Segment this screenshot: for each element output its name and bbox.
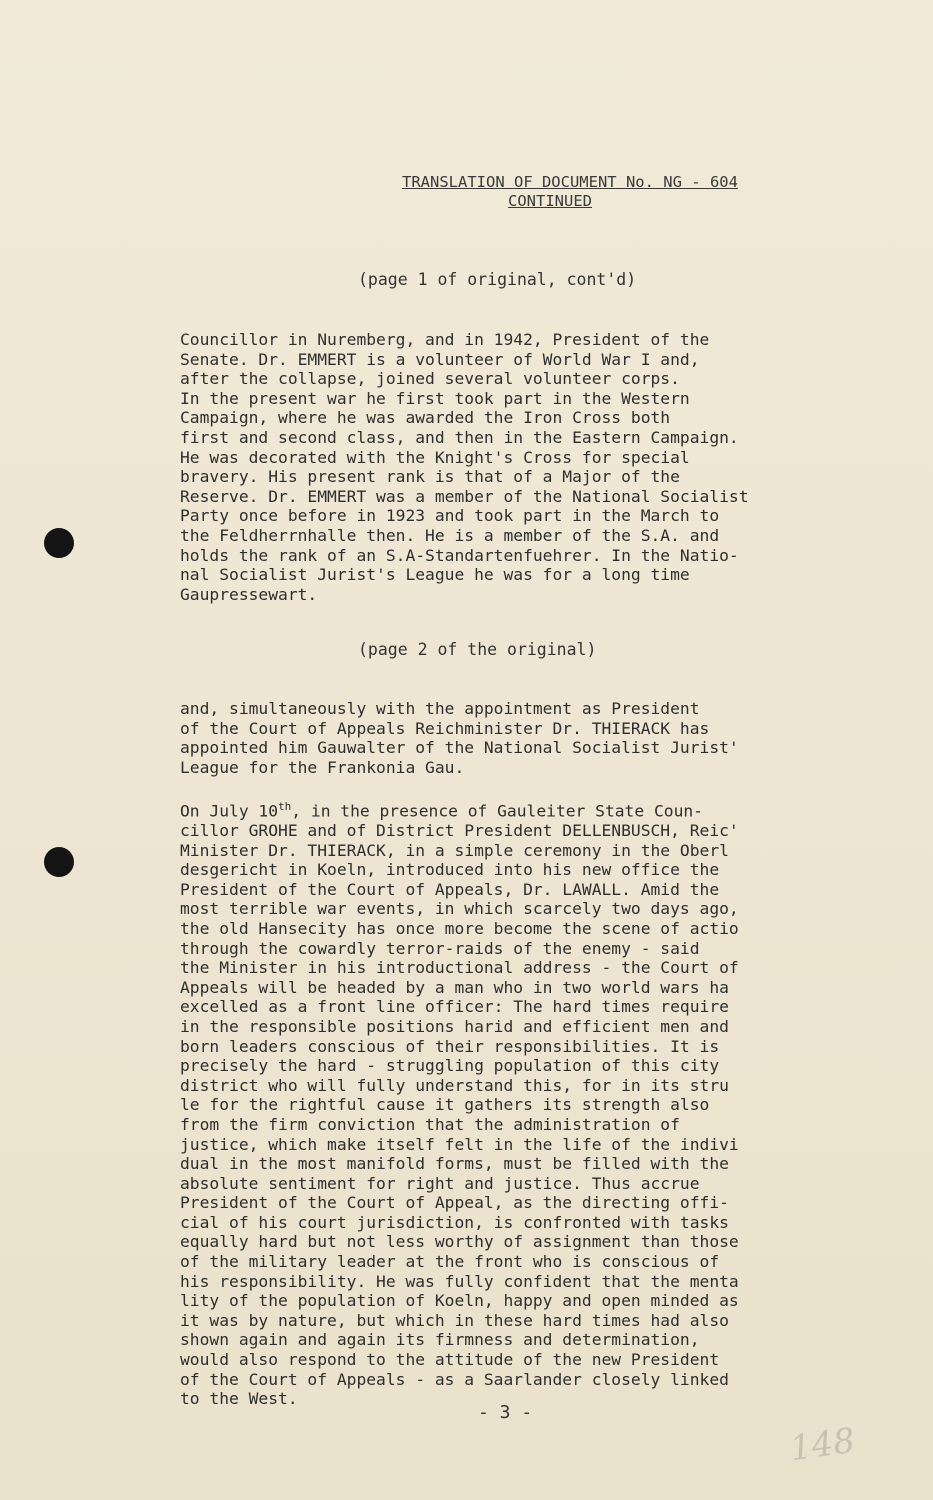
punch-hole	[44, 847, 74, 877]
header-continued: CONTINUED	[508, 192, 592, 210]
text-line: Appeals will be headed by a man who in two world wars ha	[180, 977, 729, 997]
text-line: of the military leader at the front who is conscious of	[180, 1252, 720, 1272]
text-line: dual in the most manifold forms, must be filled with the	[180, 1154, 729, 1174]
text-line: born leaders conscious of their responsibilities. It is	[180, 1036, 720, 1056]
text-line: Party once before in 1923 and took part in the March to	[180, 506, 720, 526]
text-line: justice, which make itself felt in the life of the indivi	[180, 1134, 739, 1154]
paragraph-3	[180, 797, 850, 1409]
text-line: and, simultaneously with the appointment as President	[180, 699, 700, 718]
text-line: President of the Court of Appeals, Dr. LAWALL. Amid the	[180, 879, 720, 899]
text-line: cial of his court jurisdiction, is confronted with tasks	[180, 1212, 729, 1232]
handwritten-page-mark: 148	[787, 1420, 858, 1470]
text-line: Minister Dr. THIERACK, in a simple ceremony in the Oberl	[180, 840, 729, 860]
text-line: the old Hansecity has once more become the scene of actio	[180, 918, 739, 938]
text-line: after the collapse, joined several volunteer corps.	[180, 369, 680, 389]
text-line: shown again and again its firmness and determination,	[180, 1330, 700, 1350]
text-line: Campaign, where he was awarded the Iron Cross both	[180, 408, 671, 428]
text-line: of the Court of Appeals - as a Saarlander closely linked	[180, 1369, 729, 1389]
text-line: most terrible war events, in which scarcely two days ago,	[180, 899, 739, 919]
text-line: it was by nature, but which in these hard times had also	[180, 1310, 729, 1330]
document-header	[402, 173, 832, 211]
text-line: bravery. His present rank is that of a Major of the	[180, 467, 680, 487]
text-line: to the West.	[180, 1389, 298, 1409]
text-line: cillor GROHE and of District President DELLENBUSCH, Reic'	[180, 821, 739, 841]
text-line: first and second class, and then in the Eastern Campaign.	[180, 427, 739, 447]
text-line: precisely the hard - struggling population of this city	[180, 1056, 720, 1076]
header-title: TRANSLATION OF DOCUMENT No. NG - 604	[402, 173, 738, 191]
text-line: Reserve. Dr. EMMERT was a member of the National Socialist	[180, 486, 749, 506]
text-line: his responsibility. He was fully confident that the menta	[180, 1271, 739, 1291]
text-line: of the Court of Appeals Reichminister Dr. THIERACK has	[180, 718, 710, 738]
text-line: le for the rightful cause it gathers its strength also	[180, 1095, 710, 1115]
page-caption: (page 2 of the original)	[358, 640, 597, 659]
text-line: the Minister in his introductional address - the Court of	[180, 958, 739, 978]
text-line: President of the Court of Appeal, as the directing offi-	[180, 1193, 729, 1213]
text-line: In the present war he first took part in the Western	[180, 388, 690, 408]
text-line: through the cowardly terror-raids of the enemy - said	[180, 938, 700, 958]
text-line: excelled as a front line officer: The hard times require	[180, 997, 729, 1017]
paragraph-2	[180, 699, 850, 777]
text-line: district who will fully understand this, for in its stru	[180, 1075, 729, 1095]
text-line: Gaupressewart.	[180, 584, 318, 604]
text-line: Councillor in Nuremberg, and in 1942, President of the	[180, 330, 710, 349]
text-line: from the firm conviction that the administration of	[180, 1114, 680, 1134]
text-line	[180, 797, 850, 821]
date-text: On July 10	[180, 801, 279, 821]
text-line: equally hard but not less worthy of assignment than those	[180, 1232, 739, 1252]
text-line: League for the Frankonia Gau.	[180, 757, 465, 777]
text-line: lity of the population of Koeln, happy and open minded as	[180, 1291, 739, 1311]
punch-hole	[44, 528, 74, 558]
text-line: appointed him Gauwalter of the National Socialist Jurist'	[180, 738, 739, 758]
text-continuation: , in the presence of Gauleiter State Coun-	[291, 801, 703, 821]
page-caption: (page 1 of original, cont'd)	[358, 270, 637, 289]
page-number: - 3 -	[478, 1402, 533, 1423]
text-line: desgericht in Koeln, introduced into his new office the	[180, 860, 720, 880]
text-line: He was decorated with the Knight's Cross for special	[180, 447, 690, 467]
text-line: holds the rank of an S.A-Standartenfuehrer. In the Natio-	[180, 545, 739, 565]
text-line: the Feldherrnhalle then. He is a member of the S.A. and	[180, 525, 720, 545]
ordinal-suffix: th	[278, 800, 292, 813]
paragraph-1	[180, 330, 850, 604]
text-line: would also respond to the attitude of the new President	[180, 1350, 720, 1370]
text-line: absolute sentiment for right and justice. Thus accrue	[180, 1173, 700, 1193]
text-line: in the responsible positions harid and efficient men and	[180, 1016, 729, 1036]
text-line: Senate. Dr. EMMERT is a volunteer of World War I and,	[180, 349, 700, 369]
text-line: nal Socialist Jurist's League he was for a long time	[180, 565, 690, 585]
